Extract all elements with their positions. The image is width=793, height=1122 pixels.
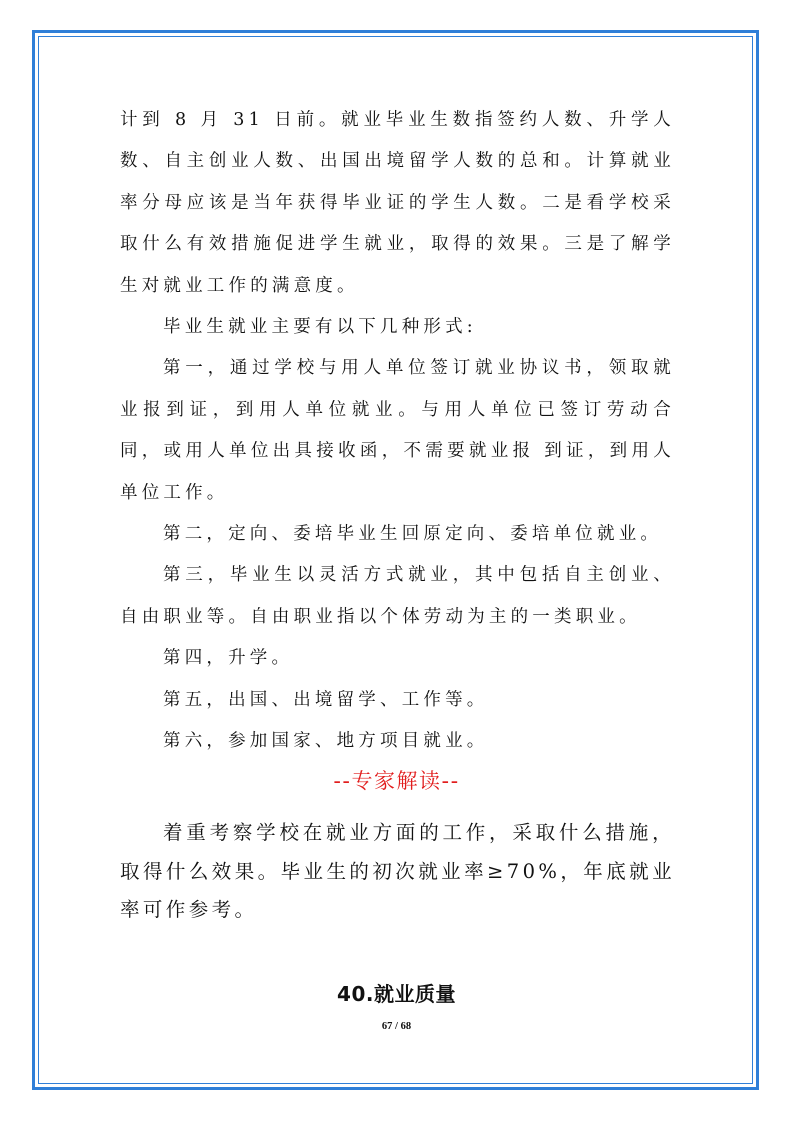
- expert-interpretation-block: [120, 814, 675, 930]
- paragraph-form-5: 第五，出国、出境留学、工作等。: [163, 689, 489, 710]
- expert-interpretation-text: 着重考察学校在就业方面的工作，采取什么措施，取得什么效果。毕业生的初次就业率≥70%，年底就业率可作参考。: [120, 821, 675, 921]
- paragraph-statistics-continuation: 计到 8 月 31 日前。就业毕业生数指签约人数、升学人数、自主创业人数、出国出境留学人数的总和。计算就业率分母应该是当年获得毕业证的学生人数。二是看学校采取什么有效措施促进学生就业，取得的效果。三是了解学生对就业工作的满意度。: [120, 110, 675, 296]
- paragraph-form-1: 第一，通过学校与用人单位签订就业协议书，领取就业报到证，到用人单位就业。与用人单位已签订劳动合同，或用人单位出具接收函，不需要就业报 到证，到用人单位工作。: [120, 358, 675, 503]
- paragraph-employment-forms-intro: 毕业生就业主要有以下几种形式:: [163, 317, 477, 338]
- body-text: [120, 100, 675, 763]
- page-number: 67 / 68: [381, 1021, 412, 1032]
- expert-interpretation-heading: --专家解读--: [333, 769, 460, 793]
- paragraph-form-6: 第六，参加国家、地方项目就业。: [163, 731, 489, 752]
- section-title: 40.就业质量: [337, 982, 456, 1006]
- paragraph-form-4: 第四，升学。: [163, 648, 294, 669]
- paragraph-form-3: 第三，毕业生以灵活方式就业，其中包括自主创业、自由职业等。自由职业指以个体劳动为主的一类职业。: [120, 565, 675, 627]
- paragraph-form-2: 第二，定向、委培毕业生回原定向、委培单位就业。: [163, 524, 663, 545]
